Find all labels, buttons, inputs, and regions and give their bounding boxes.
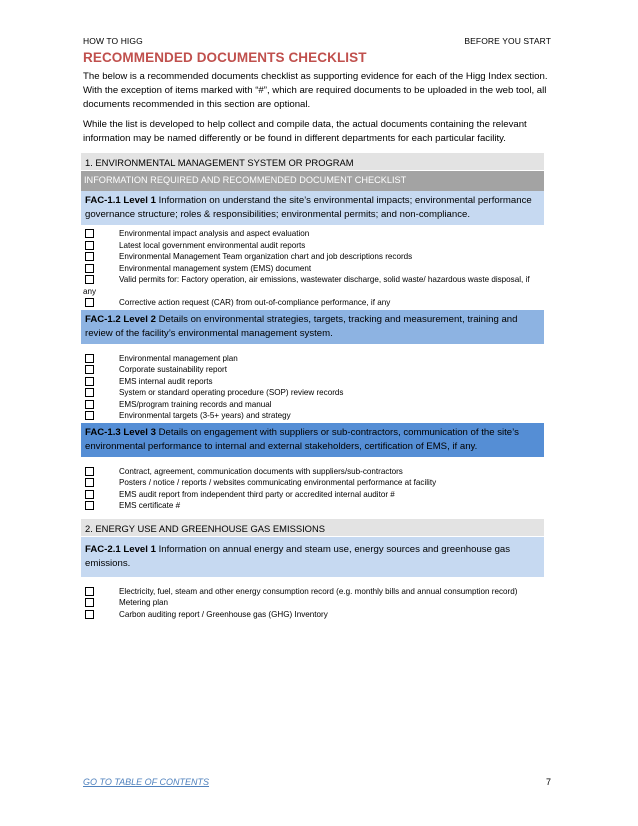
checklist-item: Environmental impact analysis and aspect evaluation — [83, 228, 544, 240]
checklist-item: EMS certificate # — [83, 500, 544, 512]
checkbox[interactable] — [85, 241, 94, 250]
checklist-item: Carbon auditing report / Greenhouse gas (GHG) Inventory — [83, 609, 544, 621]
checklist-item: Posters / notice / reports / websites communicating environmental performance at facility — [83, 477, 544, 489]
page-title: RECOMMENDED DOCUMENTS CHECKLIST — [83, 50, 367, 65]
checklist-item: Environmental targets (3-5+ years) and strategy — [83, 410, 544, 422]
header-right: BEFORE YOU START — [464, 36, 551, 46]
checkbox[interactable] — [85, 400, 94, 409]
checkbox[interactable] — [85, 388, 94, 397]
level-text: Information on annual energy and steam use, energy sources and greenhouse gas emissions. — [85, 543, 511, 569]
checkbox[interactable] — [85, 467, 94, 476]
checkbox[interactable] — [85, 377, 94, 386]
checklist-fac-2-1 — [81, 577, 544, 622]
checklist-item: Contract, agreement, communication documents with suppliers/sub-contractors — [83, 466, 544, 478]
checkbox[interactable] — [85, 354, 94, 363]
level-text: Information on understand the site’s environmental impacts; environmental performance governance structure; roles & responsibilities; environmental permits; and non-compliance. — [85, 195, 532, 220]
checklist-fac-1-2 — [81, 344, 544, 423]
checklist-item: Environmental management system (EMS) document — [83, 263, 544, 275]
level-fac-2-1 — [81, 537, 544, 577]
checkbox[interactable] — [85, 252, 94, 261]
checkbox[interactable] — [85, 365, 94, 374]
checklist-item: EMS/program training records and manual — [83, 399, 544, 411]
level-text: Details on environmental strategies, targets, tracking and measurement, training and review of the facility’s environmental management system. — [85, 313, 518, 339]
checklist-item: Valid permits for: Factory operation, air emissions, wastewater discharge, solid waste/ hazardous waste disposal, if any — [83, 275, 530, 296]
checklist-item: Latest local government environmental audit reports — [83, 240, 544, 252]
checklist-item: Corporate sustainability report — [83, 364, 544, 376]
checklist-fac-1-1 — [81, 225, 544, 310]
level-code: FAC-1.2 Level 2 — [85, 313, 156, 325]
checklist-item: Environmental Management Team organization chart and job descriptions records — [83, 251, 544, 263]
checklist-table — [81, 153, 544, 621]
info-heading: INFORMATION REQUIRED AND RECOMMENDED DOCUMENT CHECKLIST — [81, 171, 544, 191]
checklist-item: Environmental management plan — [83, 353, 544, 365]
checkbox[interactable] — [85, 610, 94, 619]
section-heading-2: 2. ENERGY USE AND GREENHOUSE GAS EMISSIONS — [81, 519, 544, 537]
intro-paragraph-1: The below is a recommended documents checklist as supporting evidence for each of the Higg Index section. With the exception of items marked with “#”, which are required documents to be uploaded in the web tool, all documents recommended in this section are optional. — [83, 71, 548, 110]
level-fac-1-2 — [81, 310, 544, 344]
checklist-item: Electricity, fuel, steam and other energy consumption record (e.g. monthly bills and annual consumption record) — [83, 586, 544, 598]
checkbox[interactable] — [85, 478, 94, 487]
checklist-item: EMS audit report from independent third party or accredited internal auditor # — [83, 489, 544, 501]
checkbox[interactable] — [85, 264, 94, 273]
level-code: FAC-2.1 Level 1 — [85, 543, 156, 555]
checklist-item: Corrective action request (CAR) from out-of-compliance performance, if any — [83, 297, 544, 309]
level-text: Details on engagement with suppliers or sub-contractors, communication of the site’s environmental performance to internal and external stakeholders, certification of EMS, if any. — [85, 426, 519, 452]
level-code: FAC-1.3 Level 3 — [85, 426, 156, 438]
checkbox[interactable] — [85, 501, 94, 510]
header-left: HOW TO HIGG — [83, 36, 143, 46]
checkbox[interactable] — [85, 275, 94, 284]
table-of-contents-link[interactable]: GO TO TABLE OF CONTENTS — [83, 777, 210, 787]
checkbox[interactable] — [85, 411, 94, 420]
page-number: 7 — [545, 777, 551, 787]
level-fac-1-3 — [81, 423, 544, 457]
section-heading-1: 1. ENVIRONMENTAL MANAGEMENT SYSTEM OR PROGRAM — [81, 153, 544, 171]
checkbox[interactable] — [85, 490, 94, 499]
checklist-fac-1-3 — [81, 457, 544, 519]
intro-paragraph-2: While the list is developed to help collect and compile data, the actual documents containing the relevant information may be named differently or be found in different departments for each particular facility. — [83, 119, 527, 144]
checklist-item: System or standard operating procedure (SOP) review records — [83, 387, 544, 399]
level-fac-1-1 — [81, 191, 544, 225]
checklist-item: EMS internal audit reports — [83, 376, 544, 388]
checkbox[interactable] — [85, 298, 94, 307]
checklist-item: Metering plan — [83, 597, 544, 609]
checkbox[interactable] — [85, 587, 94, 596]
checkbox[interactable] — [85, 229, 94, 238]
level-code: FAC-1.1 Level 1 — [85, 195, 156, 206]
checkbox[interactable] — [85, 598, 94, 607]
